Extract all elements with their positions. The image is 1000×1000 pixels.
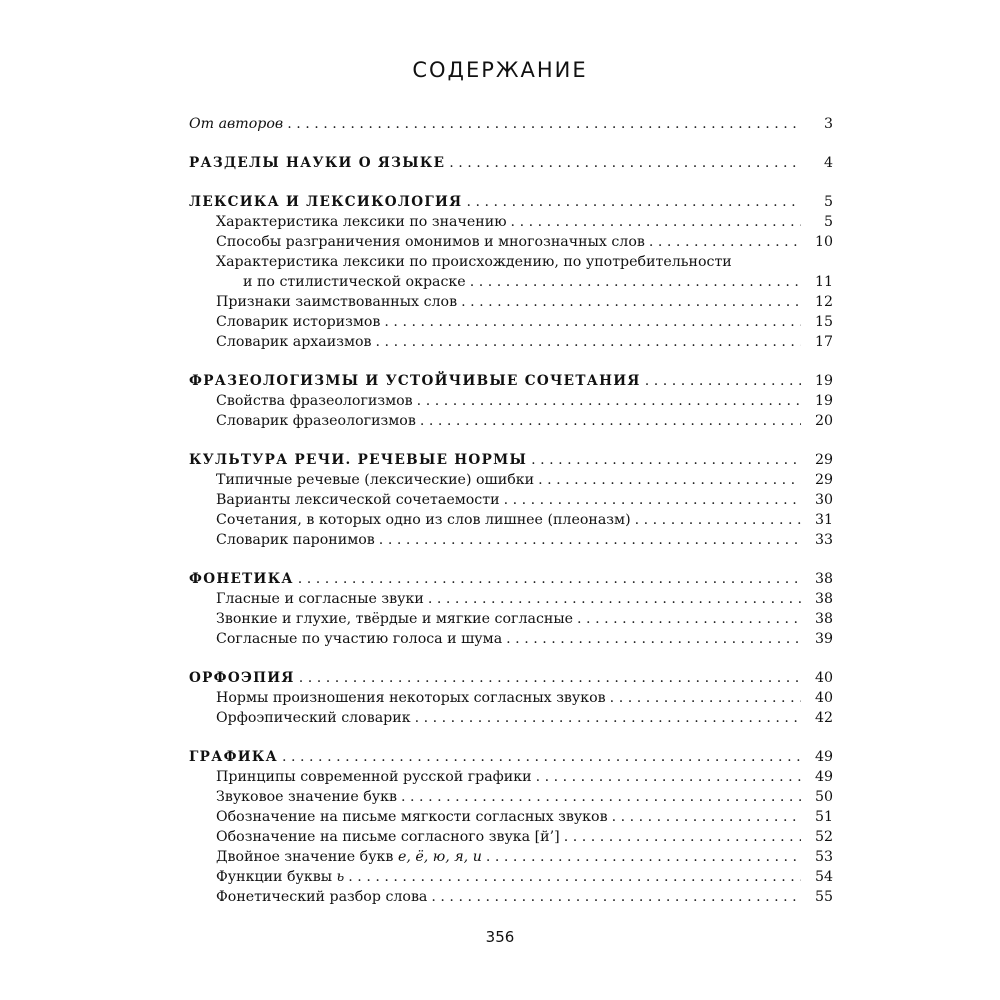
toc-page-number: 49 — [814, 749, 833, 765]
toc-page-number: 30 — [814, 492, 833, 508]
dot-leader — [506, 629, 801, 649]
dot-leader — [287, 114, 801, 134]
toc-entry[interactable] — [189, 391, 833, 411]
toc-entry-label-prefix: Функции буквы — [216, 869, 337, 885]
toc-page-number: 31 — [814, 512, 833, 528]
toc-entry[interactable] — [189, 807, 833, 827]
dot-leader — [577, 609, 801, 629]
toc-entry-label: Способы разграничения омонимов и многозначных слов — [216, 234, 645, 250]
dot-leader — [649, 232, 801, 252]
table-of-contents — [189, 114, 833, 907]
toc-section-phraseology[interactable] — [189, 371, 833, 391]
toc-page-number: 29 — [814, 452, 833, 468]
toc-page-number: 42 — [814, 710, 833, 726]
dot-leader — [449, 153, 801, 173]
toc-section-label: ГРАФИКА — [189, 749, 278, 765]
toc-entry-label: Звонкие и глухие, твёрдые и мягкие согласные — [216, 611, 574, 627]
toc-entry-label: Согласные по участию голоса и шума — [216, 631, 503, 647]
toc-entry[interactable] — [189, 688, 833, 708]
toc-page-number: 3 — [823, 116, 833, 132]
toc-page-number: 5 — [823, 194, 833, 210]
toc-entry-label: От авторов — [189, 116, 284, 132]
toc-page-number: 39 — [814, 631, 833, 647]
toc-entry-label: Словарик историзмов — [216, 314, 381, 330]
toc-page-number: 55 — [814, 889, 833, 905]
toc-entry-label: Характеристика лексики по значению — [216, 214, 507, 230]
toc-entry-label: Варианты лексической сочетаемости — [216, 492, 500, 508]
dot-leader — [635, 510, 801, 530]
toc-entry-label: Обозначение на письме мягкости согласных звуков — [216, 809, 608, 825]
toc-page-number: 19 — [814, 393, 833, 409]
toc-entry-label-line2: и по стилистической окраске — [243, 274, 466, 290]
toc-entry[interactable] — [189, 629, 833, 649]
toc-entry[interactable] — [189, 787, 833, 807]
dot-leader — [282, 747, 801, 767]
toc-section-label: РАЗДЕЛЫ НАУКИ О ЯЗЫКЕ — [189, 155, 446, 171]
toc-entry[interactable] — [189, 867, 833, 887]
toc-section-speech-culture[interactable] — [189, 450, 833, 470]
toc-entry-label: Звуковое значение букв — [216, 789, 398, 805]
dot-leader — [348, 867, 801, 887]
toc-entry[interactable] — [189, 510, 833, 530]
dot-leader — [538, 470, 801, 490]
dot-leader — [420, 411, 801, 431]
toc-page-number: 40 — [814, 690, 833, 706]
toc-entry-label — [216, 847, 482, 867]
toc-page-number: 19 — [814, 373, 833, 389]
toc-page-number: 38 — [814, 611, 833, 627]
toc-section-lexicology[interactable] — [189, 192, 833, 212]
toc-entry-label: Гласные и согласные звуки — [216, 591, 424, 607]
toc-entry-label-line1: Характеристика лексики по происхождению, по употребительности — [216, 254, 732, 270]
toc-page-number: 51 — [814, 809, 833, 825]
dot-leader — [376, 332, 801, 352]
toc-entry-label: Сочетания, в которых одно из слов лишнее (плеоназм) — [216, 512, 631, 528]
toc-entry-label-letters: е, ё, ю, я, и — [397, 849, 482, 865]
toc-section-label: ЛЕКСИКА И ЛЕКСИКОЛОГИЯ — [189, 194, 463, 210]
toc-page-number: 5 — [823, 214, 833, 230]
toc-entry[interactable] — [189, 411, 833, 431]
toc-entry-multiline[interactable] — [189, 252, 833, 292]
toc-entry-label: Обозначение на письме согласного звука [й’] — [216, 829, 560, 845]
toc-page-number: 20 — [814, 413, 833, 429]
toc-page-number: 33 — [814, 532, 833, 548]
toc-entry-label: Принципы современной русской графики — [216, 769, 532, 785]
dot-leader — [610, 688, 801, 708]
toc-entry[interactable] — [189, 212, 833, 232]
dot-leader — [504, 490, 801, 510]
page-number: 356 — [485, 928, 515, 946]
dot-leader — [299, 668, 801, 688]
dot-leader — [428, 589, 801, 609]
toc-entry-label: Свойства фразеологизмов — [216, 393, 413, 409]
toc-entry[interactable] — [189, 232, 833, 252]
toc-entry-label: Словарик фразеологизмов — [216, 413, 416, 429]
toc-entry[interactable] — [189, 312, 833, 332]
dot-leader — [470, 272, 801, 292]
dot-leader — [486, 847, 801, 867]
toc-page-number: 10 — [814, 234, 833, 250]
toc-entry-line2 — [216, 272, 833, 292]
dot-leader — [536, 767, 801, 787]
toc-page-number: 53 — [814, 849, 833, 865]
dot-leader — [298, 569, 801, 589]
toc-page-number: 11 — [814, 274, 833, 290]
toc-entry[interactable] — [189, 767, 833, 787]
toc-entry-label: Словарик архаизмов — [216, 334, 372, 350]
toc-section-graphics[interactable] — [189, 747, 833, 767]
page-title: СОДЕРЖАНИЕ — [412, 58, 588, 82]
toc-entry-label-letters: ь — [336, 869, 345, 885]
toc-page-number: 40 — [814, 670, 833, 686]
toc-entry[interactable] — [189, 847, 833, 867]
toc-entry[interactable] — [189, 530, 833, 550]
toc-page-number: 12 — [814, 294, 833, 310]
dot-leader — [645, 371, 801, 391]
dot-leader — [417, 391, 801, 411]
toc-entry[interactable] — [189, 490, 833, 510]
toc-entry-from-authors[interactable] — [189, 114, 833, 134]
dot-leader — [384, 312, 801, 332]
toc-entry-label: Типичные речевые (лексические) ошибки — [216, 472, 535, 488]
dot-leader — [466, 192, 801, 212]
toc-entry-label: Орфоэпический словарик — [216, 710, 411, 726]
toc-page-number: 29 — [814, 472, 833, 488]
toc-page-number: 50 — [814, 789, 833, 805]
toc-entry-label: Словарик паронимов — [216, 532, 375, 548]
toc-entry[interactable] — [189, 887, 833, 907]
toc-page-number: 54 — [814, 869, 833, 885]
toc-section-language-science[interactable] — [189, 153, 833, 173]
toc-page-number: 38 — [814, 571, 833, 587]
toc-section-label: ФОНЕТИКА — [189, 571, 294, 587]
dot-leader — [564, 827, 801, 847]
toc-entry[interactable] — [189, 609, 833, 629]
toc-section-orthoepy[interactable] — [189, 668, 833, 688]
toc-page-number: 15 — [814, 314, 833, 330]
toc-section-phonetics[interactable] — [189, 569, 833, 589]
toc-section-label: КУЛЬТУРА РЕЧИ. РЕЧЕВЫЕ НОРМЫ — [189, 452, 528, 468]
toc-page-number: 4 — [823, 155, 833, 171]
dot-leader — [415, 708, 801, 728]
toc-entry[interactable] — [189, 470, 833, 490]
toc-page-number: 38 — [814, 591, 833, 607]
toc-section-label: ФРАЗЕОЛОГИЗМЫ И УСТОЙЧИВЫЕ СОЧЕТАНИЯ — [189, 373, 641, 389]
toc-entry[interactable] — [189, 589, 833, 609]
toc-entry-label: Нормы произношения некоторых согласных звуков — [216, 690, 606, 706]
dot-leader — [511, 212, 801, 232]
dot-leader — [461, 292, 801, 312]
toc-entry-label: Признаки заимствованных слов — [216, 294, 458, 310]
toc-page-number: 49 — [814, 769, 833, 785]
toc-entry[interactable] — [189, 827, 833, 847]
dot-leader — [431, 887, 801, 907]
toc-entry[interactable] — [189, 708, 833, 728]
toc-entry-label: Фонетический разбор слова — [216, 889, 428, 905]
dot-leader — [531, 450, 801, 470]
toc-entry[interactable] — [189, 332, 833, 352]
toc-section-label: ОРФОЭПИЯ — [189, 670, 295, 686]
dot-leader — [612, 807, 801, 827]
dot-leader — [401, 787, 801, 807]
dot-leader — [379, 530, 801, 550]
toc-page-number: 52 — [814, 829, 833, 845]
toc-entry-label-prefix: Двойное значение букв — [216, 849, 398, 865]
toc-page-number: 17 — [814, 334, 833, 350]
toc-entry-label — [216, 867, 344, 887]
toc-entry[interactable] — [189, 292, 833, 312]
